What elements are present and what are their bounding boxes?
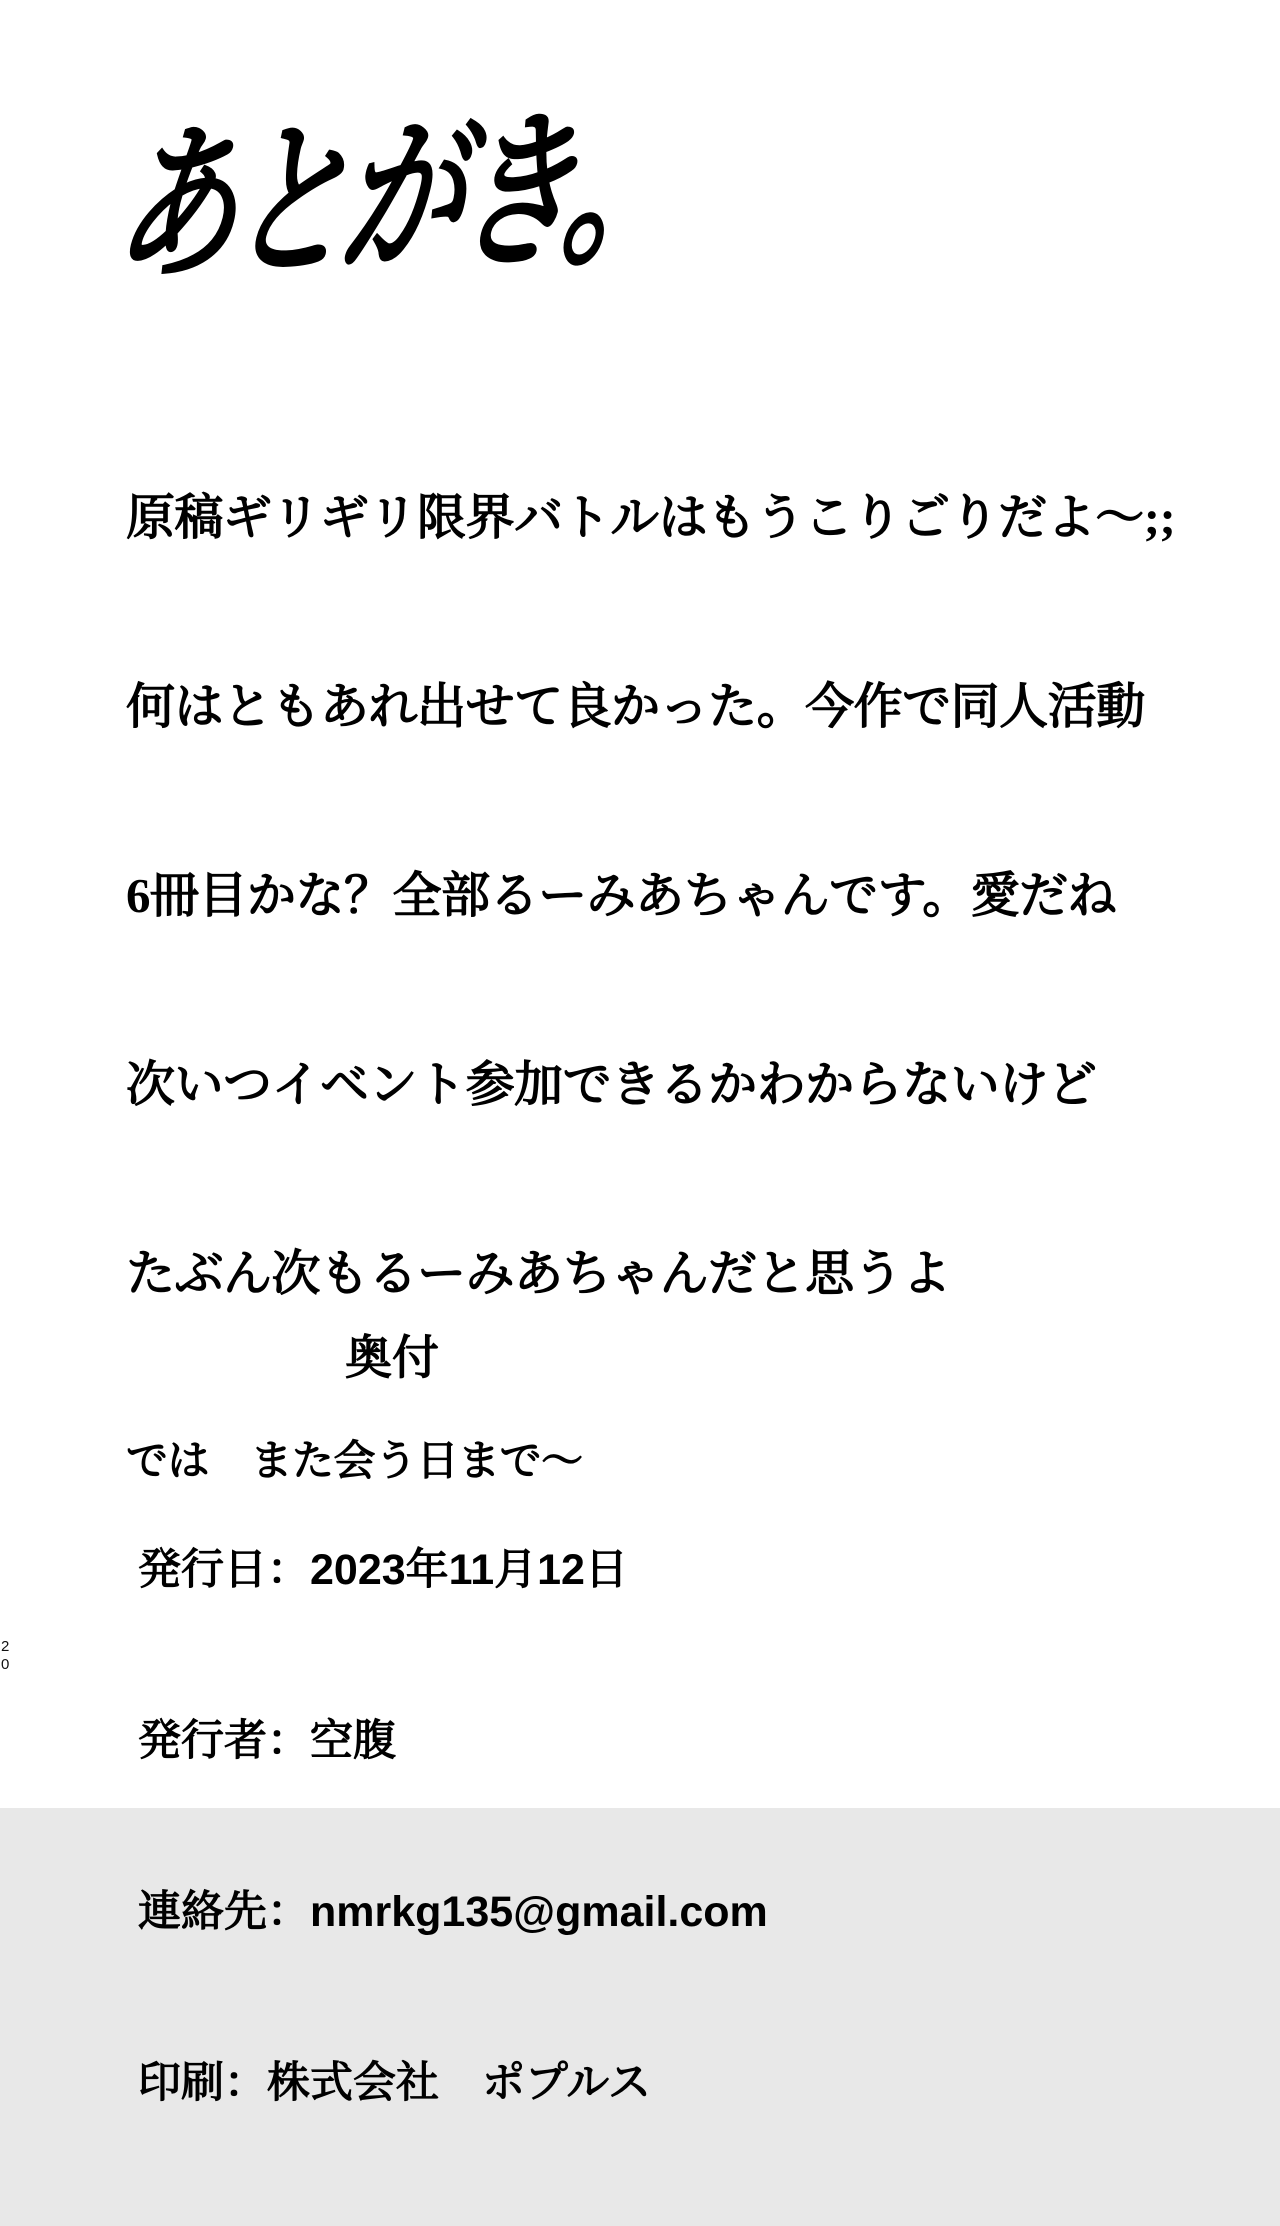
afterword-line: 次いつイベント参加できるかわからないけど bbox=[126, 1057, 1097, 1112]
colophon-contact-email: 連絡先：nmrkg135@gmail.com bbox=[138, 1888, 768, 1936]
afterword-line: 原稿ギリギリ限界バトルはもうこりごりだよ～;; bbox=[126, 490, 1176, 545]
colophon-publisher: 発行者：空腹 bbox=[138, 1717, 396, 1765]
afterword-line: 6冊目かな？全部るーみあちゃんです。愛だね bbox=[126, 868, 1117, 923]
page-title: あとがき。 bbox=[109, 86, 683, 307]
afterword-closing-line: では また会う日まで～ bbox=[126, 1439, 583, 1485]
colophon-publication-date: 発行日：2023年11月12日 bbox=[138, 1546, 628, 1594]
afterword-line: 何はともあれ出せて良かった。今作で同人活動 bbox=[126, 679, 1145, 734]
afterword-line: たぶん次もるーみあちゃんだと思うよ bbox=[126, 1246, 951, 1301]
colophon-printer: 印刷：株式会社 ポプルス bbox=[138, 2059, 651, 2107]
colophon-block bbox=[138, 1428, 768, 2226]
colophon-heading: 奥付 bbox=[345, 1331, 439, 1384]
page-number: 20 bbox=[1, 1638, 10, 1673]
